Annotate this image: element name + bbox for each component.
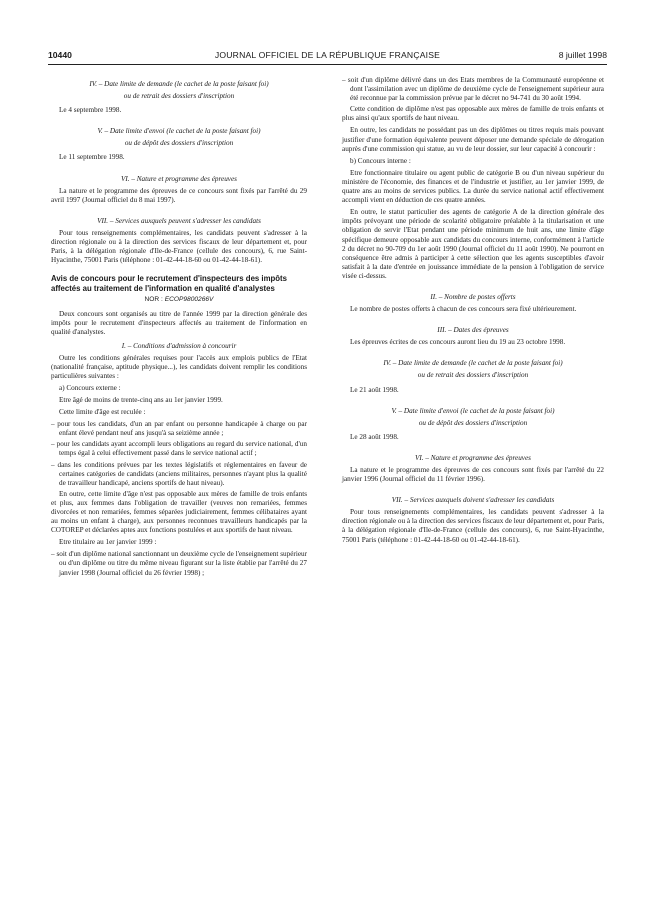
paragraph: Le nombre de postes offerts à chacun de ces concours sera fixé ultérieurement. (350, 305, 577, 314)
page-number: 10440 (48, 50, 72, 60)
section-subheading: ou de dépôt des dossiers d'inscription (124, 139, 234, 148)
section-subheading: ou de retrait des dossiers d'inscription (417, 371, 529, 380)
left-column (51, 76, 307, 580)
issue-date: 8 juillet 1998 (558, 50, 607, 60)
paragraph: Le 21 août 1998. (350, 385, 399, 394)
paragraph: La nature et le programme des épreuves de ces concours sont fixés par l'arrêté du 22 janvier 1996 (Journal officiel du 11 février 1996). (342, 466, 604, 484)
paragraph: Pour tous renseignements complémentaires, les candidats peuvent s'adresser à la direction régionale ou à la direction des services fiscaux de leur département et, pour Paris, à la délégation régionale d'Ile-de-France (cellule des concours), 6, rue Saint-Hyacinthe, 75001 Paris (téléphone : 01-42-44-18-60 ou 01-42-44-18-61). (51, 228, 307, 265)
list-item: – pour les candidats ayant accompli leurs obligations au regard du service national, d'un temps égal à celui effectivement passé dans le service national actif ; (51, 440, 307, 458)
section-heading: VII. – Services auxquels doivent s'adresser les candidats (391, 496, 555, 505)
section-subheading: ou de dépôt des dossiers d'inscription (418, 418, 528, 427)
list-item: – soit d'un diplôme délivré dans un des Etats membres de la Communauté européenne et dont l'assimilation avec un diplôme de deuxième cycle de l'enseignement supérieur aura été reconnue par la commission prévue par le décret no 94-741 du 30 août 1994. (342, 76, 604, 103)
section-heading: VI. – Nature et programme des épreuves (121, 174, 237, 183)
section-heading: IV. – Date limite de demande (le cachet de la poste faisant foi) (89, 80, 269, 88)
notice-title: Avis de concours pour le recrutement d'inspecteurs des impôts affectés au traitement de l'information en qualité d'analystes (51, 274, 287, 293)
section-heading: VII. – Services auxquels peuvent s'adresser les candidats (97, 216, 261, 225)
journal-title: JOURNAL OFFICIEL DE LA RÉPUBLIQUE FRANÇAISE (214, 50, 441, 60)
section-heading: VI. – Nature et programme des épreuves (415, 453, 531, 462)
paragraph: Outre les conditions générales requises pour l'accès aux emplois publics de l'Etat (nationalité française, aptitude physique...), les candidats doivent remplir les conditions particulières suivantes : (51, 353, 307, 380)
paragraph: Deux concours sont organisés au titre de l'année 1999 par la direction générale des impôts pour le recrutement d'inspecteurs affectés au traitement de l'information en qualité d'analystes. (51, 310, 307, 337)
paragraph: Cette limite d'âge est reculée : (59, 408, 146, 417)
paragraph: Etre fonctionnaire titulaire ou agent public de catégorie B ou d'un niveau supérieur du ministère de l'économie, des finances et de l'industrie et justifier, au 1er janvier 1999, de quatre ans au moins de services publics. La durée du service national actif effectivement accompli vient en déduction de ces quatre années. (342, 168, 604, 205)
paragraph: Les épreuves écrites de ces concours auront lieu du 19 au 23 octobre 1998. (350, 338, 566, 347)
paragraph: Le 11 septembre 1998. (59, 153, 125, 162)
paragraph: Pour tous renseignements complémentaires, les candidats peuvent s'adresser à la direction régionale ou à la direction des services fiscaux de leur département et, pour Paris, à la délégation régionale d'Ile-de-France (cellule des concours), 6, rue Saint-Hyacinthe, 75001 Paris (téléphone : 01-42-44-18-60 ou 01-42-44-18-61). (342, 508, 604, 544)
paragraph: Le 28 août 1998. (350, 432, 399, 441)
list-item: – soit d'un diplôme national sanctionnant un deuxième cycle de l'enseignement supérieur ou d'un diplôme ou titre du même niveau figurant sur la liste établie par l'arrêté du 27 janvier 1998 (Journal officiel du 26 février 1998) ; (51, 550, 307, 577)
section-heading: II. – Nombre de postes offerts (430, 292, 516, 301)
paragraph: Etre titulaire au 1er janvier 1999 : (59, 538, 157, 547)
paragraph: Le 4 septembre 1998. (59, 106, 122, 115)
page-header (48, 50, 607, 65)
paragraph: La nature et le programme des épreuves de ce concours sont fixés par l'arrêté du 29 avril 1997 (Journal officiel du 8 mai 1997). (51, 186, 307, 204)
nor-reference (51, 295, 307, 304)
nor-label: NOR : (144, 296, 163, 304)
paragraph: b) Concours interne : (350, 156, 411, 165)
section-heading: I. – Conditions d'admission à concourir (121, 341, 237, 350)
list-item: – pour tous les candidats, d'un an par enfant ou personne handicapée à charge ou par enfant élevé pendant neuf ans jusqu'à sa seizième année ; (51, 420, 307, 438)
section-heading: V. – Date limite d'envoi (le cachet de la poste faisant foi) (391, 406, 555, 415)
paragraph: En outre, cette limite d'âge n'est pas opposable aux mères de famille de trois enfants et plus, aux femmes dans l'obligation de travailler (veuves non remariées, femmes divorcées et non remariées, femmes séparées judiciairement, femmes célibataires ayant au moins un enfant à charge), aux personnes reconnues travailleurs handicapés par la COTOREP et déclarées aptes aux fonctions postulées et aux sportifs de haut niveau. (51, 489, 307, 535)
section-heading: V. – Date limite d'envoi (le cachet de la poste faisant foi) (97, 127, 261, 136)
paragraph: Etre âgé de moins de trente-cinq ans au 1er janvier 1999. (59, 395, 223, 404)
right-column (342, 76, 604, 548)
paragraph: Cette condition de diplôme n'est pas opposable aux mères de famille de trois enfants et plus ainsi qu'aux sportifs de haut niveau. (342, 105, 604, 123)
section-heading: III. – Dates des épreuves (437, 326, 509, 335)
list-item: – dans les conditions prévues par les textes législatifs et réglementaires en faveur de certaines catégories de candidats (anciens militaires, personnes n'ayant plus la qualité de travailleur handicapé, anciens sportifs de haut niveau). (51, 460, 307, 487)
section-subheading: ou de retrait des dossiers d'inscription (123, 92, 235, 101)
paragraph: a) Concours externe : (59, 383, 121, 392)
paragraph: En outre, le statut particulier des agents de catégorie A de la direction générale des impôts prévoyant une période de scolarité obligatoire préalable à la titularisation et une obligation de servir l'Etat pendant une période minimum de huit ans, une limite d'âge spécifique demeure opposable aux candidats du concours interne, conformément à l'article 2 du décret no 90-709 du 1er août 1990 (Journal officiel du 11 août 1990). Ne pourront en conséquence être admis à participer à cette sélection que les agents susceptibles d'avoir satisfait à la date d'entrée en jouissance immédiate de la pension à l'obligation de service visée ci-dessus. (342, 208, 604, 280)
paragraph: En outre, les candidats ne possédant pas un des diplômes ou titres requis mais pouvant justifier d'une formation équivalente peuvent déposer une demande spéciale de dérogation auprès d'une commission qui statue, au vu de leur dossier, sur leur capacité à concourir : (342, 126, 604, 153)
nor-code: ECOP9800266V (164, 296, 214, 304)
section-heading: IV. – Date limite de demande (le cachet de la poste faisant foi) (383, 359, 563, 368)
